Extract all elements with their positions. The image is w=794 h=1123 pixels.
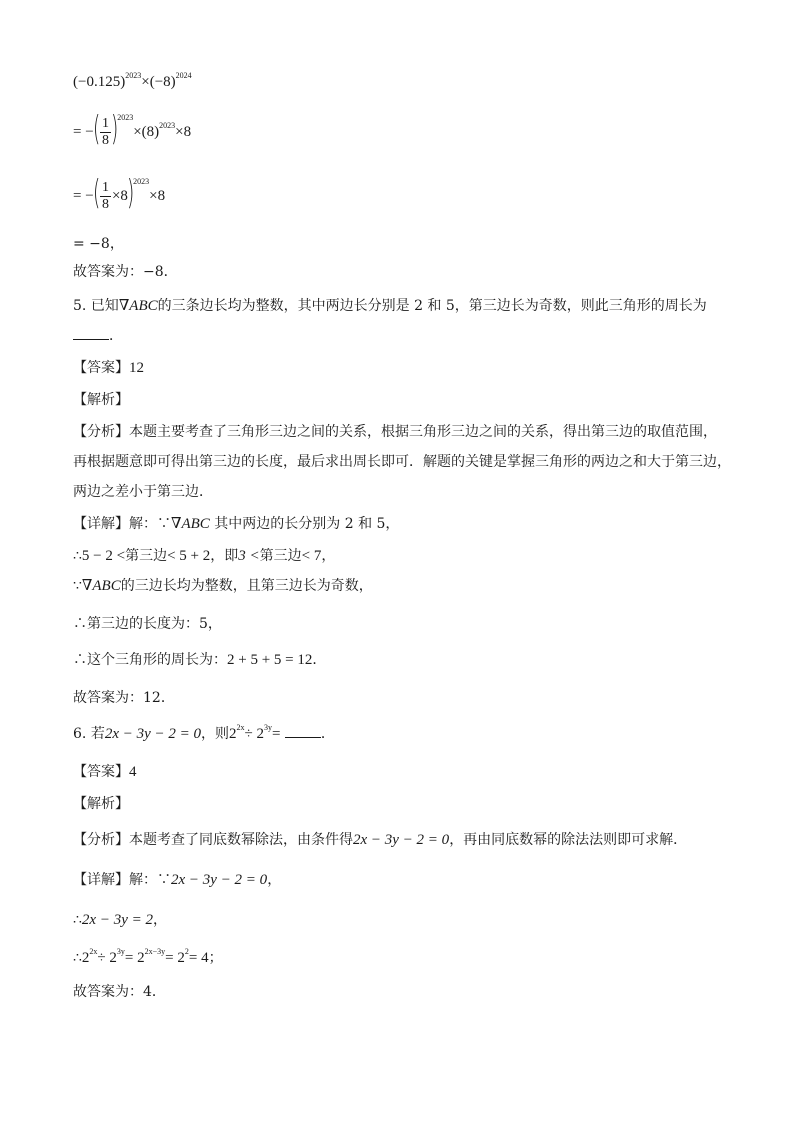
triangle-symbol: ∇ABC [118,298,158,314]
q6-fenxi: 【分析】本题考查了同底数幂除法，由条件得2x − 3y − 2 = 0，再由同底数幂的除法法则即可求解． [73,832,688,848]
q5-question: 5. 已知∇ABC的三条边长均为整数，其中两边长分别是 2 和 5，第三边长为奇数，则此三角形的周长为 [73,298,707,314]
q5-analysis-tag: 【解析】 [73,392,129,408]
q6-number: 6. [73,726,87,742]
q5-answer [73,358,144,378]
calc-line-2: = −( $\frac{1}{8}$ )$^{2023}\times(8)^{2023}\times 8$ [73,109,192,149]
q6-answer [73,762,137,782]
calc-l3-fraction: $\frac{1}{8}$ [101,179,109,212]
calc-times: × [141,74,150,90]
answer-blank [285,725,321,738]
q5-step-1: 【详解】解：∵∇ABC 其中两边的长分别为 2 和 5， [73,516,400,532]
q5-step-5: ∴这个三角形的周长为：2 + 5 + 5 = 12． [73,652,327,668]
calc-base-2: −8 [154,74,171,90]
q5-step-2: ∴5 − 2 <第三边< 5 + 2，即3 <第三边< 7， [73,548,336,564]
calc-exp-2: 2024 [175,71,192,80]
calc-line-1: $(-0.125)^{2023}\times(-8)^{2024}$ [73,71,192,90]
answer-value: 4 [129,764,137,780]
q5-step-4: ∴第三边的长度为：5， [73,616,222,632]
calc-line-3: = −( $\frac{1}{8}$ ×8)$^{2023}$×8 [73,173,166,213]
q6-question: 6. 若2x − 3y − 2 = 0，则$2^{2x}\div 2^{3y}=$ ． [73,723,335,742]
answer-tag: 【答案】 [73,764,129,780]
calc-l2-fraction: $\frac{1}{8}$ [101,115,109,148]
q5-step-3: ∵∇ABC的三边长均为整数，且第三边长为奇数， [73,578,373,594]
answer-tag: 【答案】 [73,360,129,376]
calc-exp-1: 2023 [125,71,142,80]
fenxi-tag: 【分析】 [73,832,129,848]
q6-step-3: $\therefore 2^{2x}\div 2^{3y}= 2^{2x-3y}= 2^2= 4$； [73,947,223,966]
calc-answer: 故答案为：−8． [73,264,178,280]
calc-base-1: −0.125 [78,74,121,90]
q5-question-end: ． [73,326,123,346]
answer-value: 12 [129,360,144,376]
q6-step-2: ∴2x − 3y = 2， [73,912,167,928]
q5-fenxi-1: 【分析】本题主要考查了三角形三边之间的关系，根据三角形三边之间的关系，得出第三边的取值范围， [73,424,717,440]
q5-fenxi-2: 再根据题意即可得出第三边的长度，最后求出周长即可．解题的关键是掌握三角形的两边之和大于第三边， [73,454,731,470]
calc-l2-prefix: = − [73,124,94,140]
xiangjie-tag: 【详解】 [73,872,129,888]
q6-analysis-tag: 【解析】 [73,796,129,812]
q6-final: 故答案为：4． [73,984,166,1000]
q5-number: 5. [73,298,87,314]
q5-final: 故答案为：12． [73,690,175,706]
calc-line-4: = −8， [73,236,124,252]
xiangjie-tag: 【详解】 [73,516,129,532]
q5-fenxi-3: 两边之差小于第三边． [73,484,213,500]
answer-blank [73,327,109,340]
fenxi-tag: 【分析】 [73,424,129,440]
q6-step-1: 【详解】解：∵2x − 3y − 2 = 0， [73,872,282,888]
